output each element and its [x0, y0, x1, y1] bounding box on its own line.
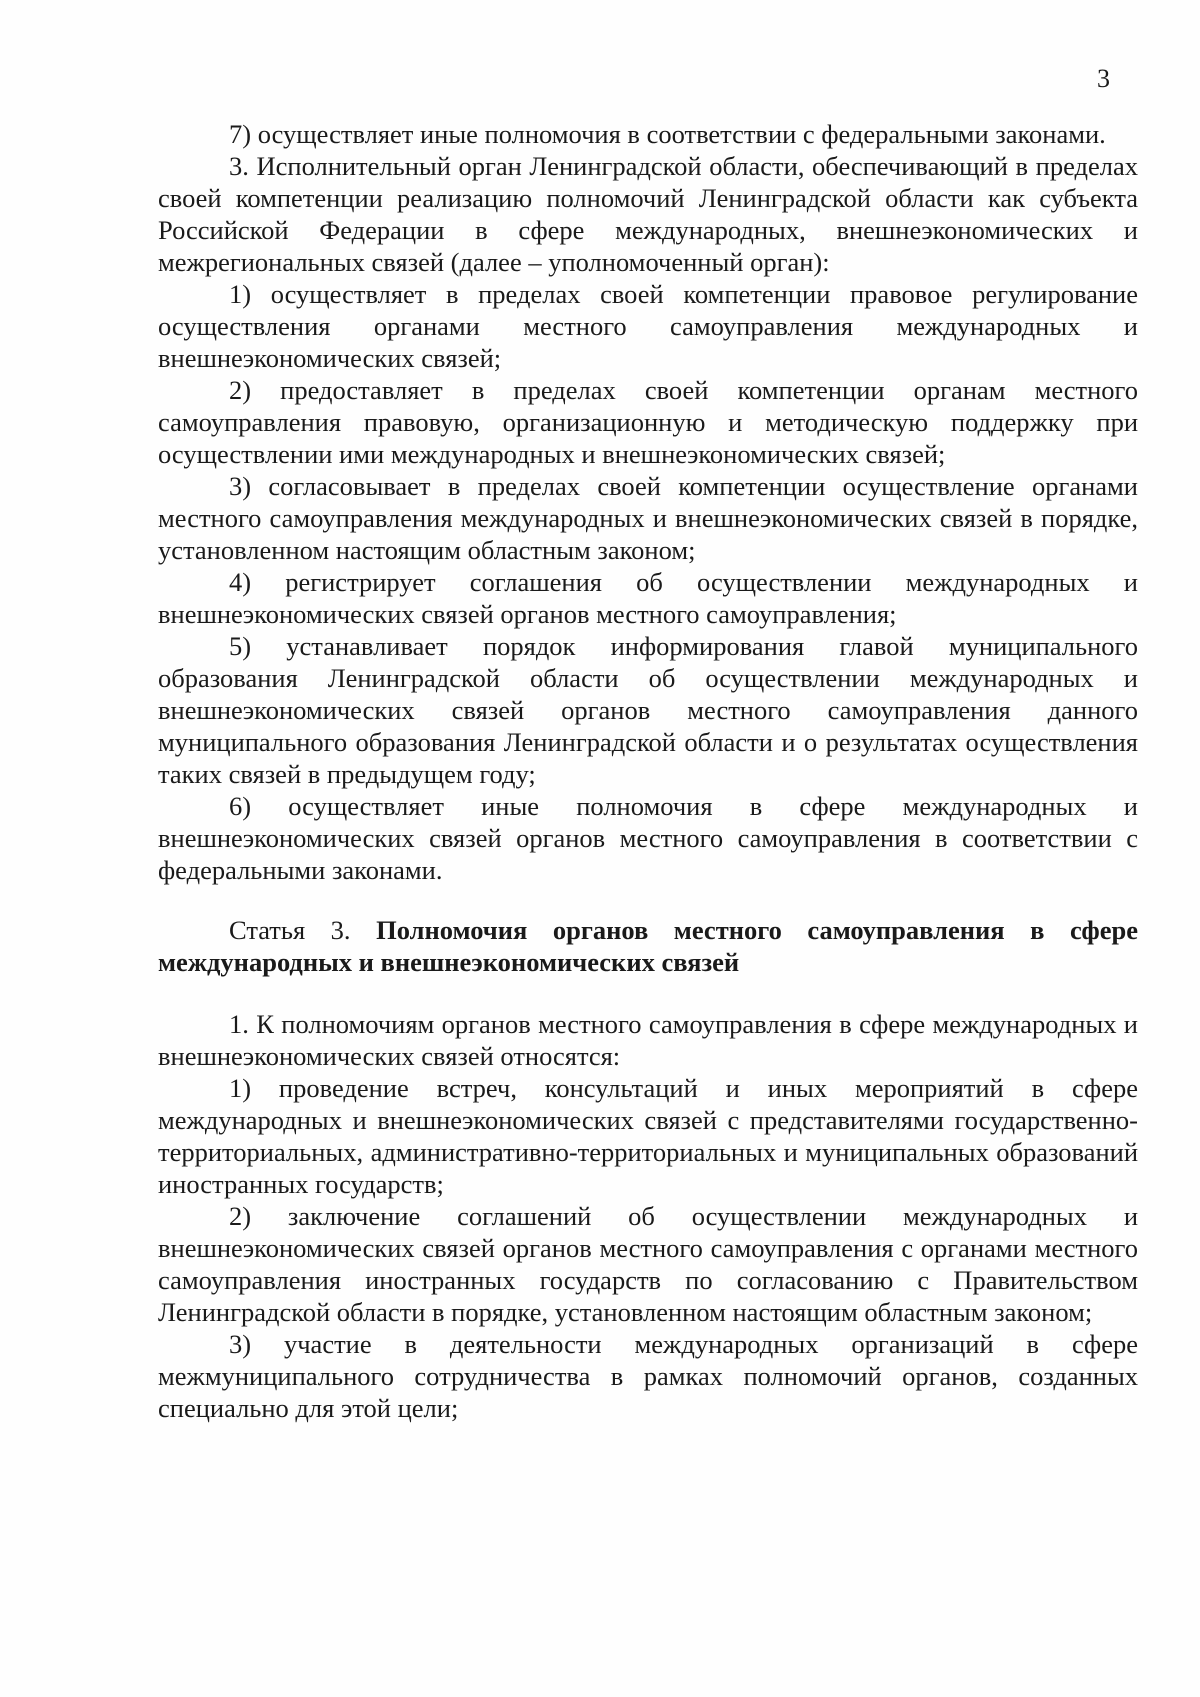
paragraph: 3. Исполнительный орган Ленинградской области, обеспечивающий в пределах своей компетенции реализацию полномочий Ленинградской области как субъекта Российской Федерации в сфере международных, внешнеэкономических и межрегиональных связей (далее – уполномоченный орган): [158, 151, 1138, 277]
paragraph: 4) регистрирует соглашения об осуществлении международных и внешнеэкономических связей органов местного самоуправления; [158, 567, 1138, 629]
spacer [158, 978, 1138, 1008]
document-body [158, 118, 1138, 1424]
paragraph: 6) осуществляет иные полномочия в сфере международных и внешнеэкономических связей органов местного самоуправления в соответствии с федеральными законами. [158, 791, 1138, 885]
article-heading [158, 914, 1138, 978]
paragraph: 3) участие в деятельности международных организаций в сфере межмуниципального сотрудничества в рамках полномочий органов, созданных специально для этой цели; [158, 1329, 1138, 1423]
paragraph: 5) устанавливает порядок информирования главой муниципального образования Ленинградской области об осуществлении международных и внешнеэкономических связей органов местного самоуправления данного муниципального образования Ленинградской области и о результатах осуществления таких связей в предыдущем году; [158, 631, 1138, 789]
paragraph: 1) осуществляет в пределах своей компетенции правовое регулирование осуществления органами местного самоуправления международных и внешнеэкономических связей; [158, 279, 1138, 373]
article-title: Полномочия органов местного самоуправления в сфере международных и внешнеэкономических связей [158, 915, 1138, 977]
paragraph: 1. К полномочиям органов местного самоуправления в сфере международных и внешнеэкономических связей относятся: [158, 1009, 1138, 1071]
article-label: Статья 3. [229, 915, 351, 945]
paragraph: 2) заключение соглашений об осуществлении международных и внешнеэкономических связей органов местного самоуправления с органами местного самоуправления иностранных государств по согласованию с Правительством Ленинградской области в порядке, установленном настоящим областным законом; [158, 1201, 1138, 1327]
paragraph: 7) осуществляет иные полномочия в соответствии с федеральными законами. [229, 119, 1106, 149]
paragraph: 3) согласовывает в пределах своей компетенции осуществление органами местного самоуправления международных и внешнеэкономических связей в порядке, установленном настоящим областным законом; [158, 471, 1138, 565]
page-number: 3 [1097, 64, 1110, 93]
paragraph: 2) предоставляет в пределах своей компетенции органам местного самоуправления правовую, организационную и методическую поддержку при осуществлении ими международных и внешнеэкономических связей; [158, 375, 1138, 469]
paragraph: 1) проведение встреч, консультаций и иных мероприятий в сфере международных и внешнеэкономических связей с представителями государственно-территориальных, административно-территориальных и муниципальных образований иностранных государств; [158, 1073, 1138, 1199]
